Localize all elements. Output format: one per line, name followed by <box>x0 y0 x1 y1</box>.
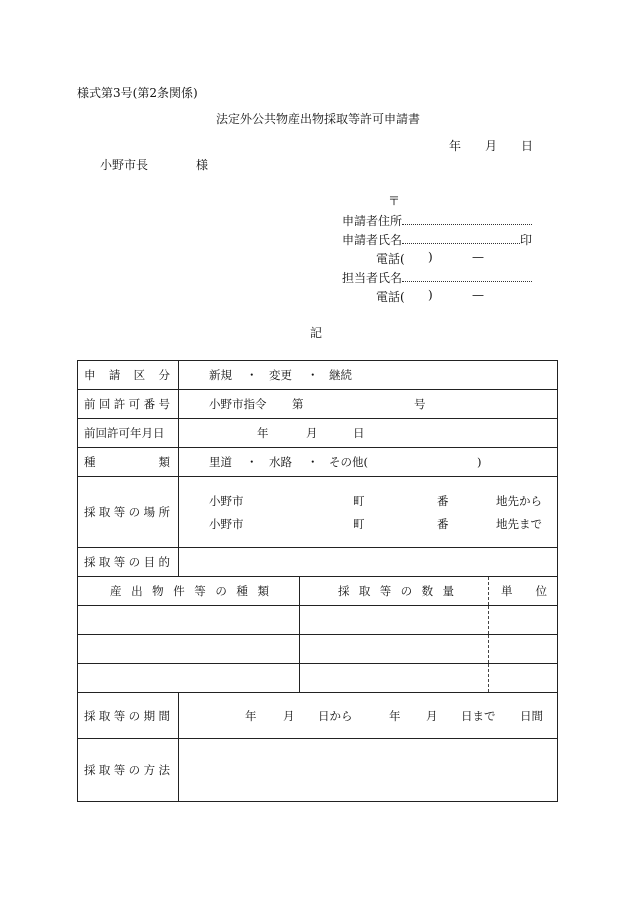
label-previous-permit-number: 前 回 許 可 番 号 <box>78 390 179 419</box>
item-quantity-cell[interactable] <box>300 606 489 635</box>
form-number: 様式第3号(第2条関係) <box>77 86 198 100</box>
applicant-name-label: 申請者氏名 <box>342 233 403 247</box>
location-field[interactable]: 小野市 町 番 地先から 小野市 町 番 地先まで <box>179 477 558 548</box>
previous-permit-date-field[interactable]: 年 月 日 <box>179 419 558 448</box>
label-category: 種 類 <box>78 448 179 477</box>
item-unit-cell[interactable] <box>489 664 558 693</box>
row-application-type <box>78 361 558 390</box>
option-new[interactable]: 新規 <box>209 368 232 382</box>
contact-phone-dash: — <box>472 288 484 302</box>
row-previous-permit-number <box>78 390 558 419</box>
item-row <box>78 664 558 693</box>
row-category <box>78 448 558 477</box>
applicant-address-label: 申請者住所 <box>342 214 403 228</box>
notice-mark: 記 <box>310 326 323 340</box>
header-unit: 単 位 <box>489 577 558 606</box>
applicant-phone-close: ) <box>428 250 433 264</box>
row-period <box>78 693 558 739</box>
contact-phone-label: 電話( <box>376 290 405 304</box>
period-field[interactable]: 年 月 日から 年 月 日まで 日間 <box>179 693 558 739</box>
seal-mark: 印 <box>520 233 533 247</box>
row-purpose <box>78 548 558 577</box>
label-location: 採 取 等 の 場 所 <box>78 477 179 548</box>
item-kind-cell[interactable] <box>78 664 300 693</box>
label-period: 採 取 等 の 期 間 <box>78 693 179 739</box>
date-month-label: 月 <box>485 139 498 153</box>
label-method: 採 取 等 の 方 法 <box>78 739 179 802</box>
date-day-label: 日 <box>521 139 534 153</box>
item-unit-cell[interactable] <box>489 635 558 664</box>
option-village-road[interactable]: 里道 <box>209 455 232 469</box>
label-purpose: 採 取 等 の 目 的 <box>78 548 179 577</box>
application-table <box>77 360 558 802</box>
method-field[interactable] <box>179 739 558 802</box>
addressee: 小野市長 <box>100 158 149 172</box>
addressee-honorific: 様 <box>196 158 209 172</box>
row-items-header <box>78 577 558 606</box>
contact-name-label: 担当者氏名 <box>342 271 403 285</box>
item-quantity-cell[interactable] <box>300 635 489 664</box>
header-quantity: 採 取 等 の 数 量 <box>300 577 489 606</box>
item-kind-cell[interactable] <box>78 635 300 664</box>
label-previous-permit-date: 前回許可年月日 <box>78 419 179 448</box>
item-row <box>78 635 558 664</box>
row-previous-permit-date <box>78 419 558 448</box>
label-application-type: 申 請 区 分 <box>78 361 179 390</box>
applicant-address-field[interactable] <box>402 224 532 225</box>
row-method <box>78 739 558 802</box>
option-continue[interactable]: 継続 <box>329 368 352 382</box>
item-unit-cell[interactable] <box>489 606 558 635</box>
applicant-phone-label: 電話( <box>376 252 405 266</box>
date-year-label: 年 <box>449 139 462 153</box>
category-options[interactable]: 里道 ・ 水路 ・ その他( ) <box>179 448 558 477</box>
item-kind-cell[interactable] <box>78 606 300 635</box>
contact-name-field[interactable] <box>402 281 532 282</box>
option-waterway[interactable]: 水路 <box>269 455 292 469</box>
row-location <box>78 477 558 548</box>
contact-phone-close: ) <box>428 288 433 302</box>
applicant-name-field[interactable] <box>402 243 520 244</box>
previous-permit-number-field[interactable]: 小野市指令 第 号 <box>179 390 558 419</box>
item-quantity-cell[interactable] <box>300 664 489 693</box>
applicant-phone-dash: — <box>472 250 484 264</box>
option-change[interactable]: 変更 <box>269 368 292 382</box>
purpose-field[interactable] <box>179 548 558 577</box>
form-title: 法定外公共物産出物採取等許可申請書 <box>216 112 421 126</box>
application-type-options[interactable]: 新規 ・ 変更 ・ 継続 <box>179 361 558 390</box>
header-item-kind: 産 出 物 件 等 の 種 類 <box>78 577 300 606</box>
option-other[interactable]: その他( <box>329 455 368 469</box>
item-row <box>78 606 558 635</box>
postal-mark: 〒 <box>388 194 401 208</box>
